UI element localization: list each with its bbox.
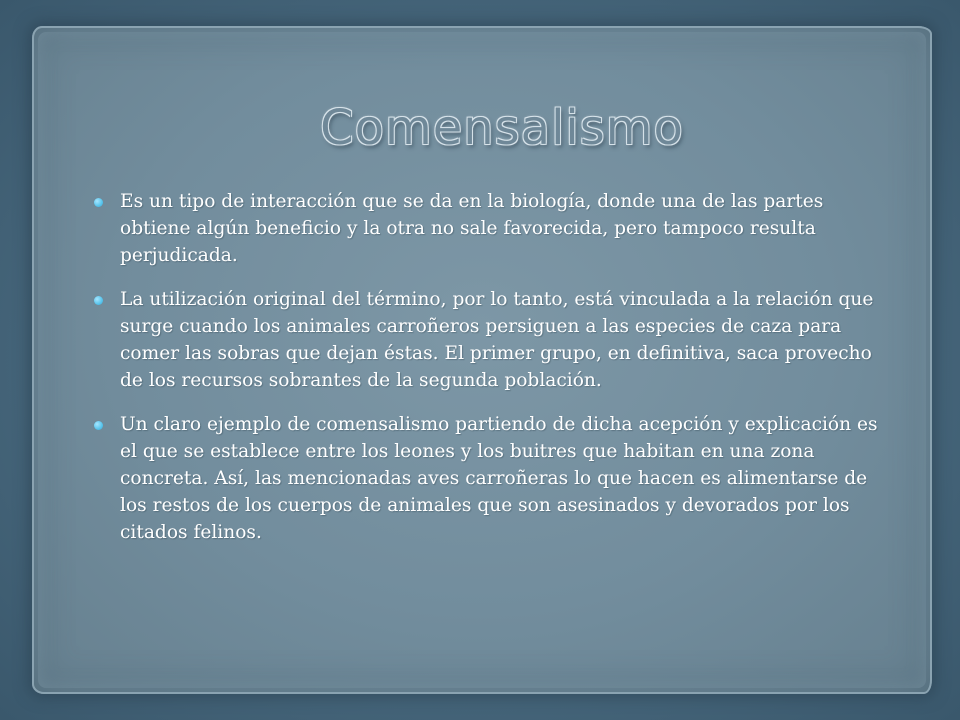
bullet-list xyxy=(90,188,890,563)
bullet-text: Un claro ejemplo de comensalismo partiendo de dicha acepción y explicación es el que se establece entre los leones y los buitres que habitan en una zona concreta. Así, las mencionadas aves carroñeras lo que hacen es alimentarse de los restos de los cuerpos de animales que son asesinados y devorados por los citados felinos. xyxy=(120,414,878,543)
bullet-dot-icon xyxy=(94,421,103,430)
bullet-text: Es un tipo de interacción que se da en la biología, donde una de las partes obtiene algún beneficio y la otra no sale favorecida, pero tampoco resulta perjudicada. xyxy=(120,191,824,266)
bullet-item xyxy=(90,286,890,394)
bullet-dot-icon xyxy=(94,198,103,207)
slide-title: Comensalismo xyxy=(320,100,684,156)
bullet-dot-icon xyxy=(94,296,103,305)
bullet-item xyxy=(90,411,890,546)
bullet-text: La utilización original del término, por lo tanto, está vinculada a la relación que surge cuando los animales carroñeros persiguen a las especies de caza para comer las sobras que dejan éstas. El primer grupo, en definitiva, saca provecho de los recursos sobrantes de la segunda población. xyxy=(120,289,874,391)
bullet-item xyxy=(90,188,890,269)
slide-panel xyxy=(32,26,932,694)
